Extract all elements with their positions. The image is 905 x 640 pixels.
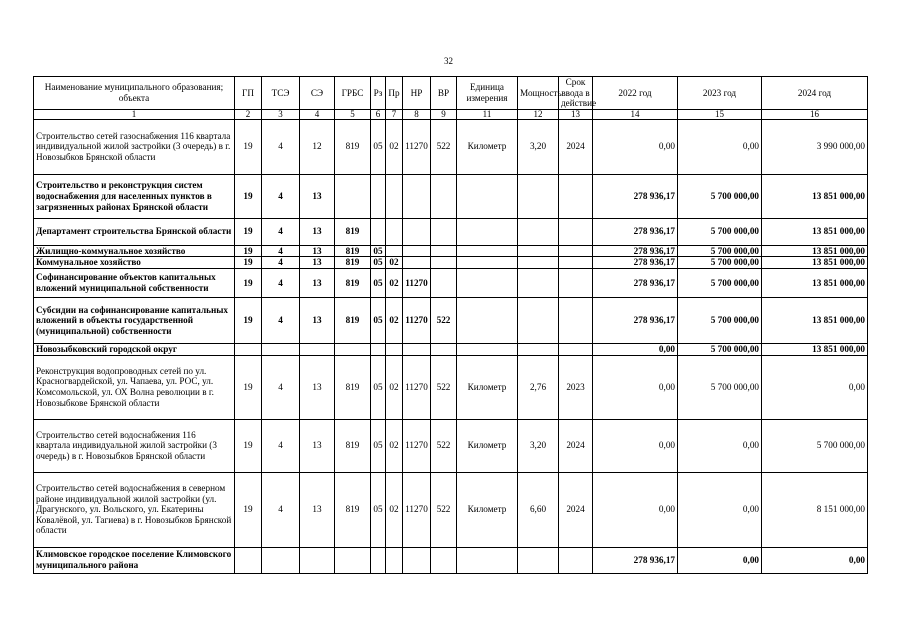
cell-grbs: 819: [335, 355, 371, 419]
cell-2024: 13 851 000,00: [762, 268, 868, 297]
cell-vr: 522: [431, 297, 457, 343]
header-grbs: ГРБС: [335, 77, 371, 110]
cell-2023: 0,00: [678, 547, 762, 573]
table-row: [34, 547, 868, 573]
cell-2024: 13 851 000,00: [762, 174, 868, 218]
cell-nr: [403, 343, 431, 355]
cell-name: Департамент строительства Брянской области: [34, 218, 235, 245]
cell-unit: Километр: [457, 119, 518, 174]
cell-tse: 4: [262, 257, 300, 269]
colnum-1: 1: [34, 109, 235, 119]
table-row: [34, 245, 868, 257]
colnum-14: 14: [593, 109, 678, 119]
cell-se: 13: [300, 218, 335, 245]
cell-pr: [386, 245, 403, 257]
cell-2022: 278 936,17: [593, 257, 678, 269]
cell-unit: Километр: [457, 419, 518, 472]
cell-2022: 278 936,17: [593, 174, 678, 218]
cell-2023: 5 700 000,00: [678, 257, 762, 269]
cell-2023: 0,00: [678, 472, 762, 547]
cell-se: 13: [300, 355, 335, 419]
cell-vr: [431, 174, 457, 218]
cell-gp: 19: [235, 257, 262, 269]
cell-grbs: [335, 174, 371, 218]
cell-nr: 11270: [403, 268, 431, 297]
cell-gp: [235, 547, 262, 573]
cell-rz: 05: [371, 119, 386, 174]
cell-name: Реконструкция водопроводных сетей по ул. Красногвардейской, ул. Чапаева, ул. РОС, ул. Комсомольской, ул. ОХ Волна революции в г. Новозыбкове Брянской области: [34, 355, 235, 419]
cell-rz: 05: [371, 257, 386, 269]
cell-2023: 5 700 000,00: [678, 245, 762, 257]
cell-unit: Километр: [457, 472, 518, 547]
cell-vr: 522: [431, 472, 457, 547]
header-name: Наименование муниципального образования; объекта: [34, 77, 235, 110]
cell-2022: 0,00: [593, 355, 678, 419]
cell-grbs: 819: [335, 119, 371, 174]
cell-rz: 05: [371, 472, 386, 547]
colnum-8: 8: [403, 109, 431, 119]
cell-se: 13: [300, 297, 335, 343]
colnum-13: 13: [559, 109, 593, 119]
cell-2024: 13 851 000,00: [762, 245, 868, 257]
colnum-6: 6: [371, 109, 386, 119]
header-gp: ГП: [235, 77, 262, 110]
cell-unit: [457, 268, 518, 297]
cell-pr: 02: [386, 119, 403, 174]
cell-term: [559, 245, 593, 257]
cell-vr: [431, 547, 457, 573]
table-row: [34, 257, 868, 269]
colnum-12: 12: [518, 109, 559, 119]
cell-rz: [371, 174, 386, 218]
cell-2023: 0,00: [678, 119, 762, 174]
cell-name: Климовское городское поселение Климовского муниципального района: [34, 547, 235, 573]
cell-grbs: 819: [335, 268, 371, 297]
table-row: [34, 268, 868, 297]
cell-pr: [386, 174, 403, 218]
cell-term: 2024: [559, 472, 593, 547]
cell-rz: [371, 218, 386, 245]
cell-term: [559, 174, 593, 218]
cell-2024: 13 851 000,00: [762, 343, 868, 355]
cell-se: 13: [300, 257, 335, 269]
table-row: [34, 355, 868, 419]
cell-pr: 02: [386, 419, 403, 472]
cell-term: [559, 268, 593, 297]
cell-2024: 8 151 000,00: [762, 472, 868, 547]
cell-unit: [457, 257, 518, 269]
cell-power: [518, 343, 559, 355]
cell-power: [518, 268, 559, 297]
cell-gp: 19: [235, 218, 262, 245]
cell-2022: 0,00: [593, 419, 678, 472]
cell-2022: 278 936,17: [593, 245, 678, 257]
table-row: [34, 343, 868, 355]
cell-tse: 4: [262, 268, 300, 297]
cell-vr: 522: [431, 419, 457, 472]
cell-2022: 278 936,17: [593, 547, 678, 573]
header-2022: 2022 год: [593, 77, 678, 110]
cell-2023: 5 700 000,00: [678, 174, 762, 218]
cell-vr: [431, 245, 457, 257]
page-number: 32: [444, 56, 453, 66]
cell-pr: 02: [386, 355, 403, 419]
cell-gp: 19: [235, 245, 262, 257]
cell-name: Субсидии на софинансирование капитальных вложений в объекты государственной (муниципальной) собственности: [34, 297, 235, 343]
cell-unit: [457, 174, 518, 218]
cell-2022: 278 936,17: [593, 218, 678, 245]
cell-tse: [262, 547, 300, 573]
cell-pr: [386, 218, 403, 245]
cell-2024: 0,00: [762, 355, 868, 419]
header-pr: Пр: [386, 77, 403, 110]
header-vr: ВР: [431, 77, 457, 110]
cell-tse: [262, 343, 300, 355]
cell-se: 13: [300, 245, 335, 257]
cell-vr: [431, 343, 457, 355]
cell-name: Жилищно-коммунальное хозяйство: [34, 245, 235, 257]
table-row: [34, 419, 868, 472]
cell-pr: [386, 343, 403, 355]
cell-power: [518, 297, 559, 343]
cell-nr: 11270: [403, 419, 431, 472]
cell-gp: 19: [235, 119, 262, 174]
cell-gp: 19: [235, 174, 262, 218]
cell-power: [518, 257, 559, 269]
header-power: Мощность: [518, 77, 559, 110]
cell-se: 12: [300, 119, 335, 174]
cell-tse: 4: [262, 245, 300, 257]
cell-term: [559, 218, 593, 245]
cell-power: [518, 174, 559, 218]
cell-term: [559, 297, 593, 343]
cell-gp: 19: [235, 268, 262, 297]
cell-2023: 5 700 000,00: [678, 268, 762, 297]
cell-tse: 4: [262, 297, 300, 343]
cell-grbs: 819: [335, 297, 371, 343]
cell-2022: 278 936,17: [593, 268, 678, 297]
cell-2023: 5 700 000,00: [678, 218, 762, 245]
header-2023: 2023 год: [678, 77, 762, 110]
cell-rz: 05: [371, 355, 386, 419]
cell-term: 2024: [559, 419, 593, 472]
cell-nr: 11270: [403, 297, 431, 343]
cell-2024: 5 700 000,00: [762, 419, 868, 472]
cell-unit: [457, 297, 518, 343]
cell-pr: 02: [386, 472, 403, 547]
cell-nr: 11270: [403, 119, 431, 174]
table-row: [34, 218, 868, 245]
cell-gp: 19: [235, 297, 262, 343]
cell-name: Новозыбковский городской округ: [34, 343, 235, 355]
header-rz: Рз: [371, 77, 386, 110]
cell-2022: 278 936,17: [593, 297, 678, 343]
cell-term: 2024: [559, 119, 593, 174]
header-row: [34, 77, 868, 110]
cell-2022: 0,00: [593, 119, 678, 174]
cell-power: 3,20: [518, 119, 559, 174]
cell-name: Коммунальное хозяйство: [34, 257, 235, 269]
cell-rz: [371, 547, 386, 573]
cell-grbs: 819: [335, 472, 371, 547]
cell-power: [518, 547, 559, 573]
cell-2022: 0,00: [593, 343, 678, 355]
header-tse: ТСЭ: [262, 77, 300, 110]
cell-2024: 13 851 000,00: [762, 218, 868, 245]
colnum-7: 7: [386, 109, 403, 119]
cell-name: Строительство и реконструкция систем водоснабжения для населенных пунктов в загрязненных районах Брянской области: [34, 174, 235, 218]
cell-vr: 522: [431, 355, 457, 419]
cell-grbs: [335, 547, 371, 573]
cell-nr: [403, 174, 431, 218]
cell-nr: [403, 547, 431, 573]
cell-tse: 4: [262, 472, 300, 547]
cell-grbs: 819: [335, 218, 371, 245]
colnum-5: 5: [335, 109, 371, 119]
header-nr: НР: [403, 77, 431, 110]
cell-rz: [371, 343, 386, 355]
header-se: СЭ: [300, 77, 335, 110]
header-term: Срок ввода в действие: [559, 77, 593, 110]
cell-pr: 02: [386, 297, 403, 343]
cell-tse: 4: [262, 355, 300, 419]
colnum-16: 16: [762, 109, 868, 119]
cell-nr: [403, 218, 431, 245]
cell-term: 2023: [559, 355, 593, 419]
cell-se: 13: [300, 268, 335, 297]
cell-unit: [457, 218, 518, 245]
cell-unit: Километр: [457, 355, 518, 419]
cell-name: Строительство сетей газоснабжения 116 квартала индивидуальной жилой застройки (3 очередь) в г. Новозыбков Брянской области: [34, 119, 235, 174]
cell-2022: 0,00: [593, 472, 678, 547]
cell-2023: 5 700 000,00: [678, 355, 762, 419]
cell-unit: [457, 245, 518, 257]
cell-2024: 13 851 000,00: [762, 297, 868, 343]
cell-vr: [431, 257, 457, 269]
cell-se: [300, 547, 335, 573]
table-row: [34, 472, 868, 547]
cell-power: [518, 245, 559, 257]
cell-grbs: 819: [335, 419, 371, 472]
cell-unit: [457, 547, 518, 573]
cell-tse: 4: [262, 174, 300, 218]
cell-2024: 13 851 000,00: [762, 257, 868, 269]
cell-vr: [431, 268, 457, 297]
cell-tse: 4: [262, 419, 300, 472]
header-2024: 2024 год: [762, 77, 868, 110]
cell-pr: 02: [386, 257, 403, 269]
cell-term: [559, 257, 593, 269]
cell-rz: 05: [371, 297, 386, 343]
cell-rz: 05: [371, 245, 386, 257]
cell-vr: [431, 218, 457, 245]
cell-term: [559, 343, 593, 355]
cell-2024: 0,00: [762, 547, 868, 573]
table-row: [34, 119, 868, 174]
cell-se: 13: [300, 472, 335, 547]
cell-unit: [457, 343, 518, 355]
cell-2024: 3 990 000,00: [762, 119, 868, 174]
cell-power: [518, 218, 559, 245]
cell-power: 6,60: [518, 472, 559, 547]
cell-rz: 05: [371, 419, 386, 472]
cell-se: [300, 343, 335, 355]
colnum-3: 3: [262, 109, 300, 119]
cell-grbs: [335, 343, 371, 355]
table-row: [34, 174, 868, 218]
cell-pr: [386, 547, 403, 573]
cell-gp: [235, 343, 262, 355]
cell-nr: 11270: [403, 472, 431, 547]
budget-table: [33, 76, 868, 574]
cell-power: 3,20: [518, 419, 559, 472]
cell-se: 13: [300, 174, 335, 218]
cell-nr: [403, 245, 431, 257]
cell-name: Строительство сетей водоснабжения в северном районе индивидуальной жилой застройки (ул. Драгунского, ул. Вольского, ул. Екатерины Ковалёвой, ул. Тагиева) в г. Новозыбков Брянской области: [34, 472, 235, 547]
header-unit: Единица измерения: [457, 77, 518, 110]
cell-nr: 11270: [403, 355, 431, 419]
colnum-2: 2: [235, 109, 262, 119]
colnum-4: 4: [300, 109, 335, 119]
cell-tse: 4: [262, 119, 300, 174]
cell-nr: [403, 257, 431, 269]
colnum-9: 9: [431, 109, 457, 119]
column-number-row: [34, 109, 868, 119]
cell-pr: 02: [386, 268, 403, 297]
colnum-11: 11: [457, 109, 518, 119]
cell-tse: 4: [262, 218, 300, 245]
cell-gp: 19: [235, 472, 262, 547]
cell-rz: 05: [371, 268, 386, 297]
cell-2023: 5 700 000,00: [678, 297, 762, 343]
cell-gp: 19: [235, 419, 262, 472]
cell-name: Софинансирование объектов капитальных вложений муниципальной собственности: [34, 268, 235, 297]
table-row: [34, 297, 868, 343]
cell-gp: 19: [235, 355, 262, 419]
cell-term: [559, 547, 593, 573]
cell-vr: 522: [431, 119, 457, 174]
cell-name: Строительство сетей водоснабжения 116 квартала индивидуальной жилой застройки (3 очередь) в г. Новозыбков Брянской области: [34, 419, 235, 472]
cell-power: 2,76: [518, 355, 559, 419]
cell-grbs: 819: [335, 257, 371, 269]
cell-2023: 5 700 000,00: [678, 343, 762, 355]
cell-grbs: 819: [335, 245, 371, 257]
cell-2023: 0,00: [678, 419, 762, 472]
cell-se: 13: [300, 419, 335, 472]
colnum-15: 15: [678, 109, 762, 119]
